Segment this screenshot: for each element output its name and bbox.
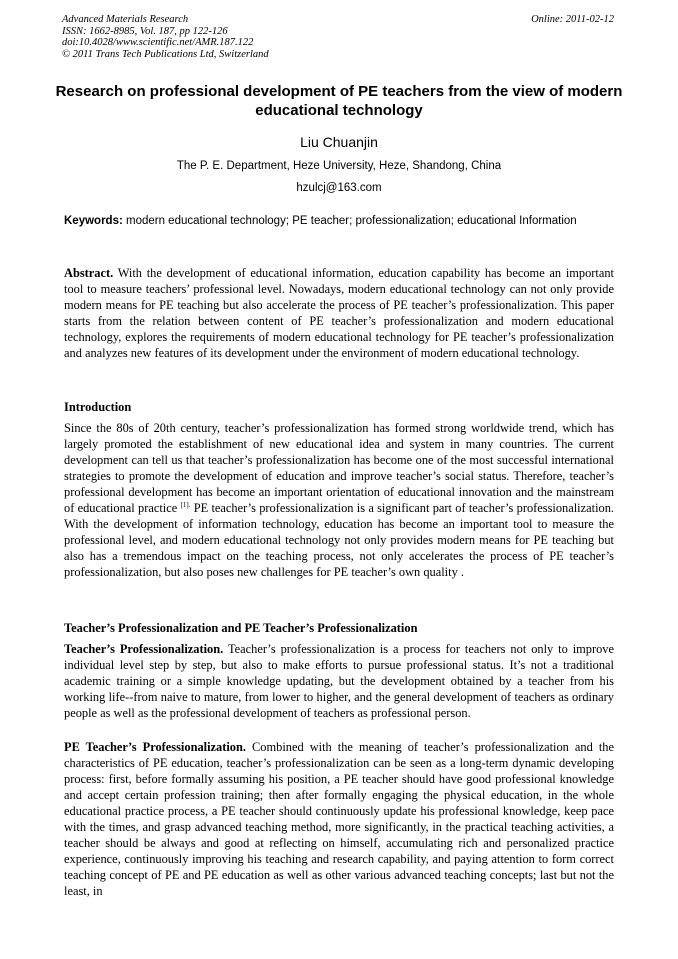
paragraph-1-text: Teacher’s professionalization is a process for teachers not only to improve individual level step by step, but also to make efforts to pursue professional status. It’s not a traditional academic training or a simple knowledge updating, but the development obtained by a teacher from his working life--from naive to mature, from lower to higher, and the general development of teachers as ordinary people as well as the professional development of teachers as professional person. <box>64 642 615 720</box>
online-date: Online: 2011-02-12 <box>531 14 614 25</box>
journal-issn: ISSN: 1662-8985, Vol. 187, pp 122-126 <box>62 25 228 37</box>
paragraph-1-label: Teacher’s Professionalization. <box>64 642 224 656</box>
paragraph-2-label: PE Teacher’s Professionalization. <box>64 740 246 754</box>
introduction-paragraph <box>64 420 614 580</box>
keywords-text: modern educational technology; PE teacher; professionalization; educational Information <box>126 215 577 227</box>
paper-title: Research on professional development of PE teachers from the view of modern educational technology <box>55 83 623 119</box>
journal-name: Advanced Materials Research <box>62 14 189 25</box>
section-heading: Teacher’s Professionalization and PE Teacher’s Professionalization <box>64 621 418 635</box>
abstract-text: With the development of educational information, education capability has become an important tool to measure teachers’ professional level. Nowadays, modern educational technology can not only provide modern means for PE teaching but also accelerate the process of PE teacher’s professionalization. This paper starts from the relation between content of PE teacher’s professionalization and modern educational technology, explores the requirements of modern educational technology for PE teacher’s professionalization and analyzes new features of its development under the environment of modern educational technology. <box>64 266 614 360</box>
abstract <box>64 265 614 361</box>
keywords <box>64 214 614 229</box>
teacher-professionalization-paragraph <box>64 641 614 721</box>
journal-doi: doi:10.4028/www.scientific.net/AMR.187.122 <box>62 37 254 48</box>
abstract-label: Abstract. <box>64 266 114 280</box>
journal-info <box>62 14 269 60</box>
introduction-heading: Introduction <box>64 400 132 414</box>
keywords-label: Keywords: <box>64 215 123 227</box>
paragraph-2-text: Combined with the meaning of teacher’s professionalization and the characteristics of PE education, teacher’s professionalization can be seen as a long-term dynamic developing process: first, before formally assuming his position, a PE teacher should have good professional knowledge and accept certain profession training; then after formally engaging the physical education, in the whole educational practice process, a PE teacher should continuously update his professional knowledge, keep pace with the times, and grasp advanced teaching method, more significantly, in the practical teaching activities, a teacher should be always and good at reflecting on himself, accumulating rich and personalized practice experience, continuously improving his teaching and research capability, and paying attention to form correct teaching concept of PE and PE education as well as other various advanced teaching concepts; last but not the least, in <box>64 740 614 898</box>
pe-teacher-professionalization-paragraph <box>64 739 614 899</box>
citation-1: [1]. <box>180 500 191 509</box>
author-affiliation: The P. E. Department, Heze University, Heze, Shandong, China <box>176 160 502 172</box>
author-email: hzulcj@163.com <box>296 182 382 194</box>
author-name: Liu Chuanjin <box>300 134 378 150</box>
introduction-text-1: Since the 80s of 20th century, teacher’s professionalization has formed strong worldwide trend, which has largely promoted the establishment of new educational idea and system in many countries. The current development can tell us that teacher’s professionalization has become one of the most successful international strategies to promote the development of education and improve teacher’s social status. Therefore, teacher’s professional development has become an important orientation of educational innovation and the mainstream of educational practice <box>64 421 614 515</box>
introduction-text-2: PE teacher’s professionalization is a significant part of teacher’s professionalization. With the development of information technology, education has become an important tool to measure the professional level, and modern educational technology not only provides modern means for PE teaching but also has a tremendous impact on the teaching process, not only accelerates the process of PE teacher’s professionalization, but also poses new challenges for PE teacher’s own quality . <box>64 501 615 579</box>
journal-copyright: © 2011 Trans Tech Publications Ltd, Switzerland <box>62 48 269 60</box>
